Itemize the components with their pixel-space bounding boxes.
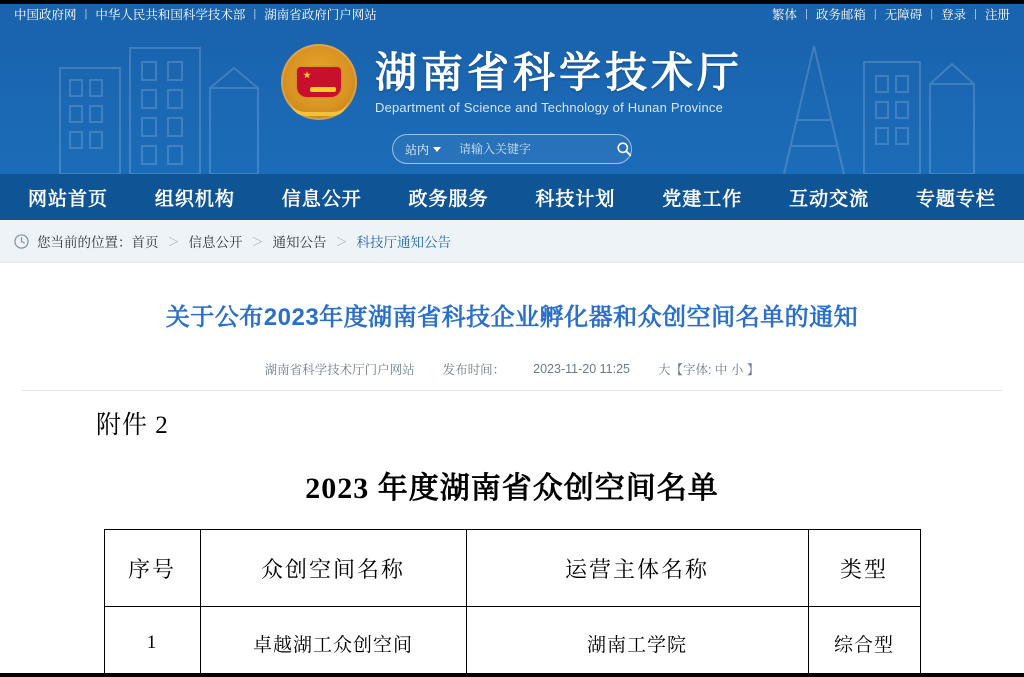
breadcrumb-prefix: 您当前的位置：	[37, 235, 132, 250]
top-link-mailbox[interactable]: 政务邮箱	[815, 8, 866, 22]
separator: |	[805, 8, 808, 20]
site-title-block	[375, 49, 743, 115]
search-scope-selector[interactable]	[405, 141, 441, 158]
letterbox-top	[0, 0, 1024, 4]
table-header-row	[104, 530, 920, 607]
page-title: 关于公布2023年度湖南省科技企业孵化器和众创空间名单的通知	[165, 304, 859, 331]
nav-item-tech-plans[interactable]: 科技计划	[535, 188, 616, 210]
article-publish-label: 发布时间：	[442, 363, 506, 377]
top-link-login[interactable]: 登录	[941, 8, 967, 22]
site-search-box[interactable]	[392, 134, 632, 164]
document-title: 2023 年度湖南省众创空间名单	[305, 472, 719, 505]
separator: |	[84, 8, 88, 20]
top-link-hunan-gov[interactable]: 湖南省政府门户网站	[264, 8, 377, 22]
location-pin-icon	[14, 234, 29, 249]
letterbox-bottom	[0, 673, 1024, 677]
search-scope-label: 站内	[405, 142, 430, 157]
table-header-operator-name: 运营主体名称	[466, 530, 808, 607]
breadcrumb-item-notices[interactable]: 通知公告	[272, 235, 327, 250]
cell-makerspace-name: 卓越湖工众创空间	[200, 607, 466, 677]
site-header-banner	[0, 28, 1024, 174]
top-left-links	[14, 5, 377, 23]
nav-item-interaction[interactable]: 互动交流	[789, 188, 870, 210]
separator: |	[930, 8, 934, 20]
nav-item-information-disclosure[interactable]: 信息公开	[281, 188, 362, 210]
cell-type: 综合型	[808, 607, 920, 677]
breadcrumb-arrow: ＞	[251, 234, 264, 249]
cell-operator-name: 湖南工学院	[466, 607, 808, 677]
site-title-cn: 湖南省科学技术厅	[374, 48, 743, 96]
breadcrumb-item-disclosure[interactable]: 信息公开	[188, 235, 243, 250]
separator: |	[974, 8, 977, 20]
nav-item-party-work[interactable]: 党建工作	[662, 188, 743, 210]
site-title-en: Department of Science and Technology of Hunan Province	[374, 100, 724, 116]
top-link-most[interactable]: 中华人民共和国科学技术部	[95, 8, 246, 22]
nav-item-organization[interactable]: 组织机构	[154, 188, 235, 210]
national-emblem-icon	[281, 44, 357, 120]
nav-item-special-topics[interactable]: 专题专栏	[915, 188, 996, 210]
table-header-makerspace-name: 众创空间名称	[200, 530, 466, 607]
top-link-gov-cn[interactable]: 中国政府网	[14, 8, 77, 22]
breadcrumb-item-home[interactable]: 首页	[131, 235, 159, 250]
table-header-type: 类型	[808, 530, 920, 607]
table-header-index: 序号	[104, 530, 200, 607]
separator: |	[873, 8, 877, 20]
nav-item-home[interactable]: 网站首页	[28, 188, 109, 210]
breadcrumb-arrow: ＞	[335, 234, 348, 249]
document-body	[0, 391, 1024, 677]
main-navigation	[0, 174, 1024, 220]
nav-item-government-services[interactable]: 政务服务	[408, 188, 489, 210]
top-link-accessibility[interactable]: 无障碍	[884, 8, 923, 22]
breadcrumb-arrow: ＞	[167, 234, 180, 249]
article-source: 湖南省科学技术厅门户网站	[264, 363, 415, 377]
top-right-links	[772, 5, 1010, 23]
article-meta	[0, 360, 1024, 378]
table-row	[104, 607, 920, 677]
makerspace-list-table	[104, 529, 921, 677]
article-header	[0, 263, 1024, 391]
font-size-controls[interactable]: 大【字体: 中 小 】	[657, 363, 760, 377]
search-input[interactable]	[457, 141, 616, 157]
top-link-register[interactable]: 注册	[984, 8, 1010, 22]
separator: |	[253, 8, 257, 20]
attachment-label: 附件 2	[96, 412, 169, 439]
top-link-traditional[interactable]: 繁体	[771, 8, 797, 22]
breadcrumb-item-current[interactable]: 科技厅通知公告	[356, 235, 452, 250]
breadcrumb	[0, 220, 1024, 263]
chevron-down-icon	[433, 147, 441, 152]
cell-index: 1	[104, 607, 200, 677]
article-publish-time: 2023-11-20 11:25	[533, 362, 630, 376]
search-icon[interactable]	[616, 140, 632, 158]
top-utility-bar	[0, 0, 1024, 28]
banner-content	[0, 28, 1024, 164]
site-logo-row	[281, 44, 743, 120]
